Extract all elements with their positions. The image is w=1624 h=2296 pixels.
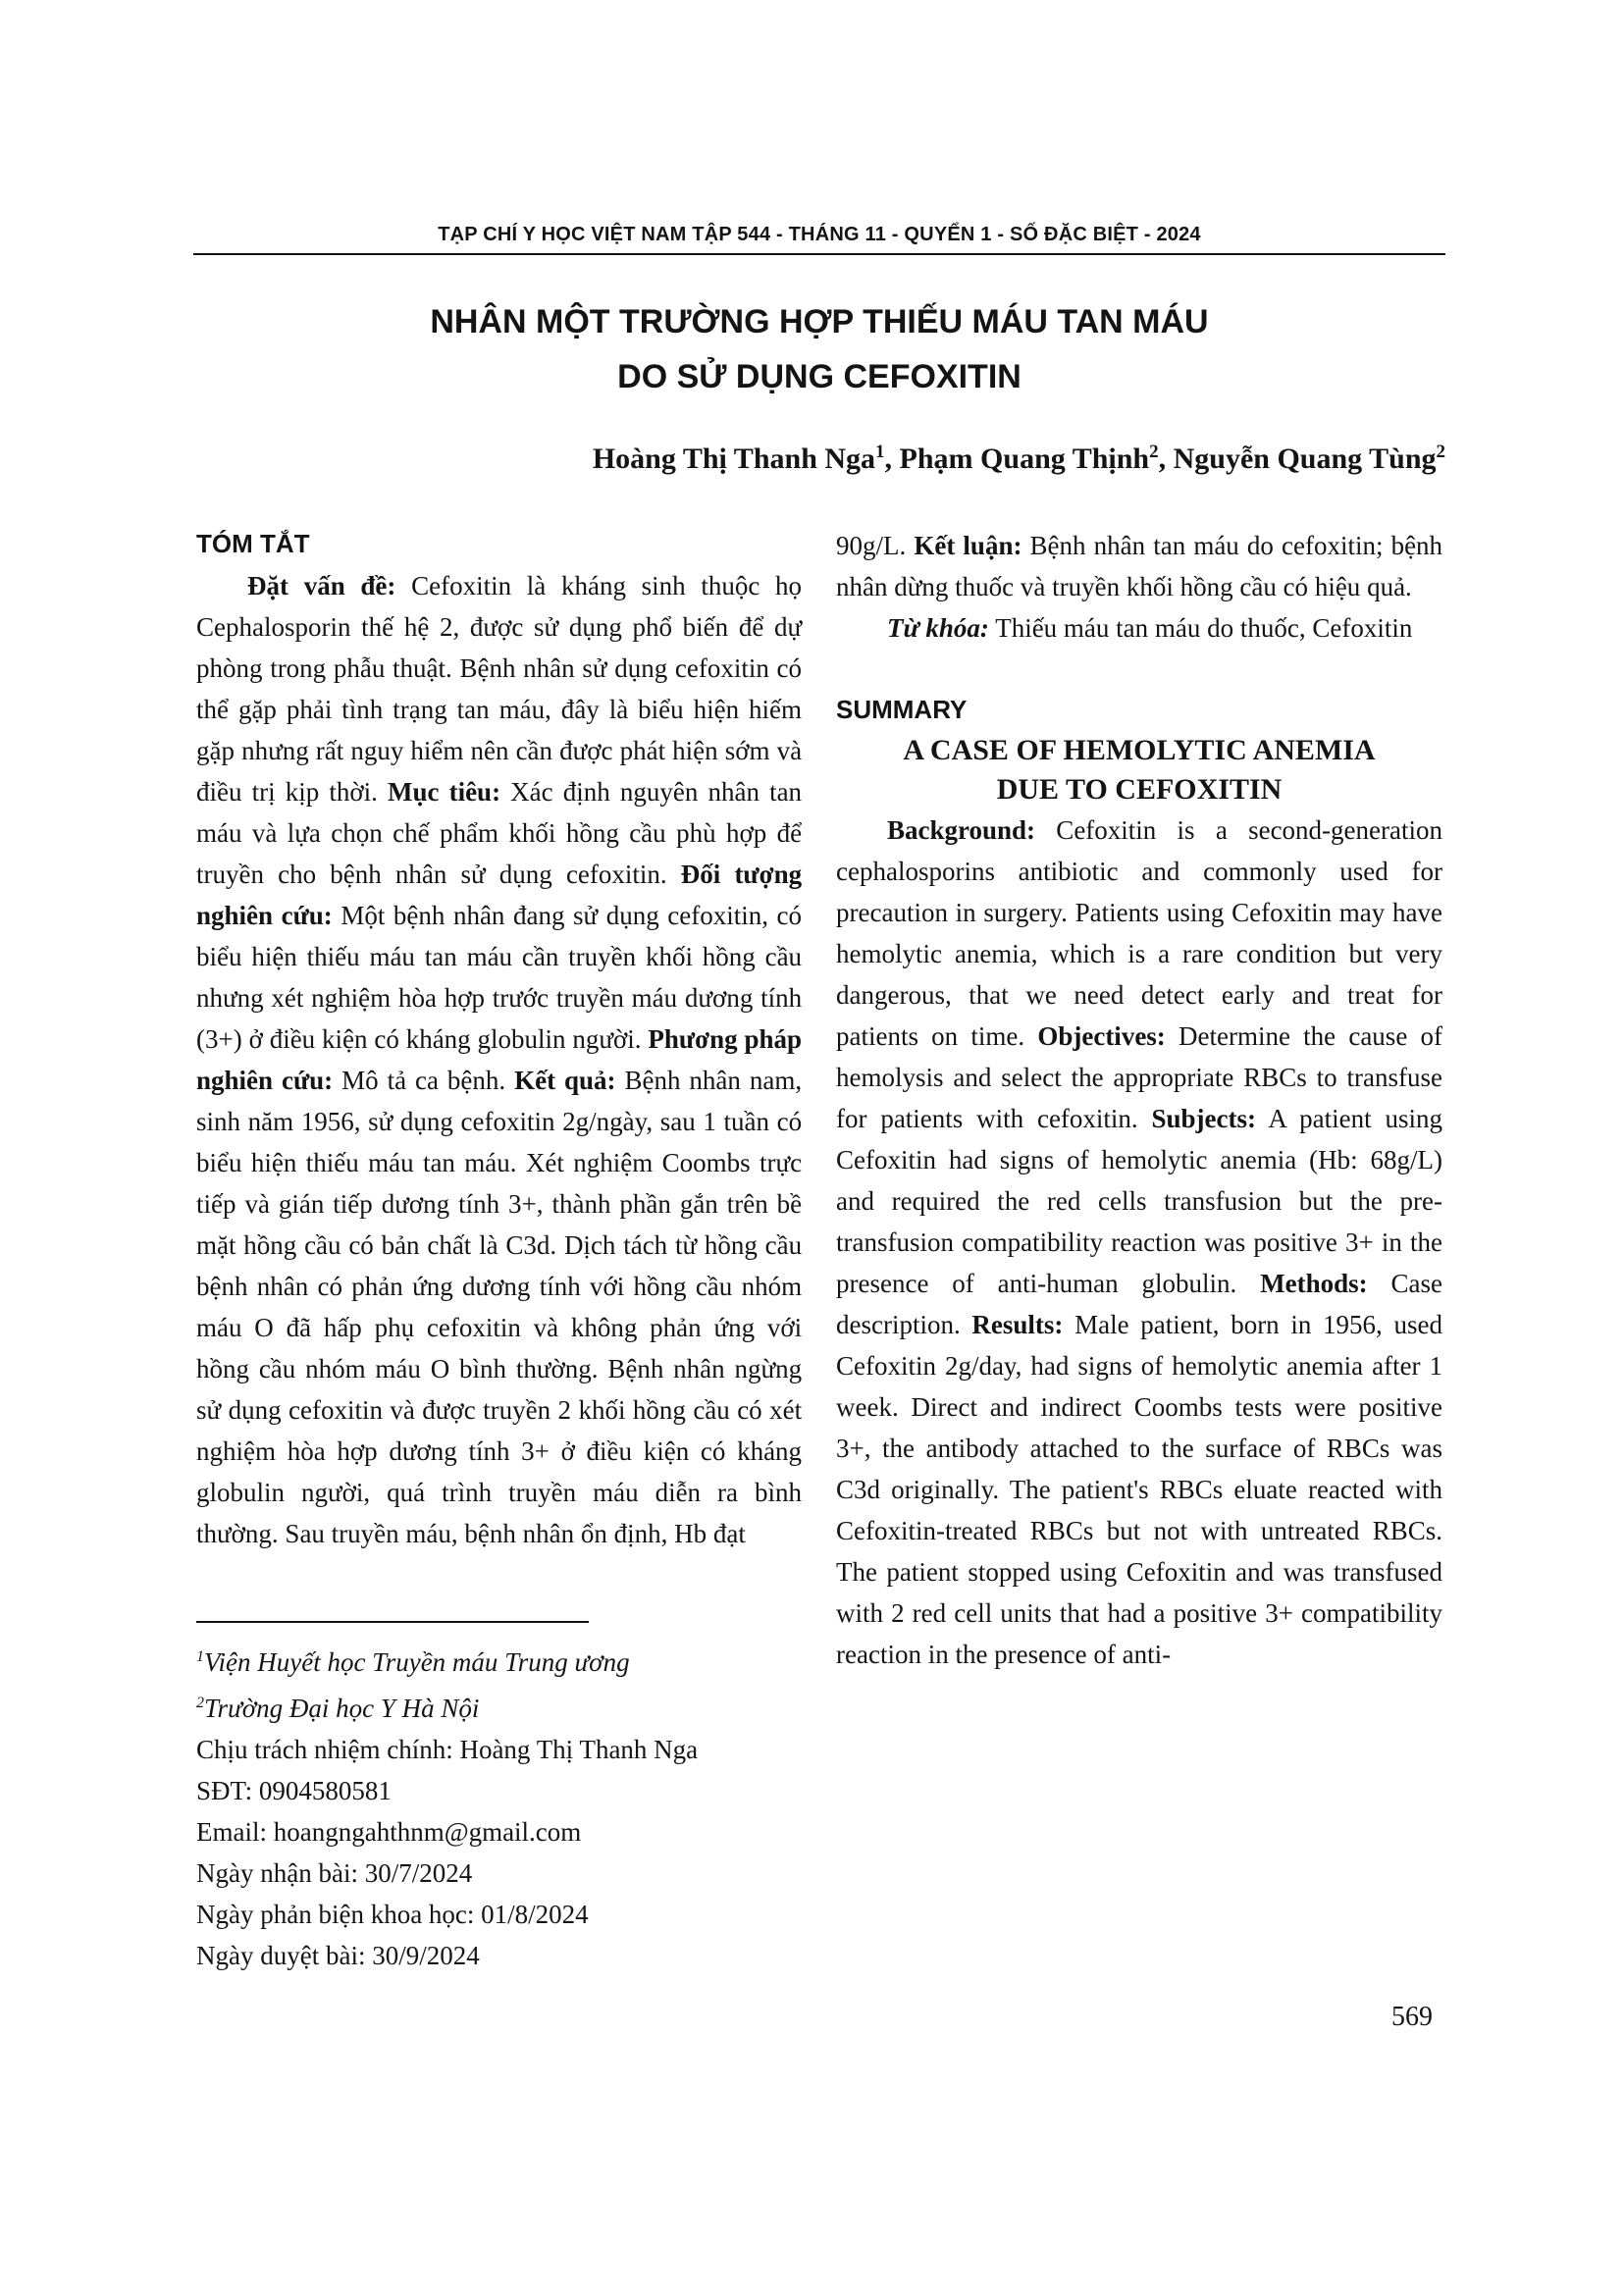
affiliation-2	[196, 1683, 824, 1729]
label-results-en: Results:	[971, 1310, 1064, 1339]
page-number: 569	[1391, 2002, 1433, 2032]
text-objectives-en: Determine the cause of hemolysis and select the appropriate RBCs to transfuse for patients with cefoxitin.	[836, 1021, 1442, 1133]
label-objectives-en: Objectives:	[1037, 1021, 1166, 1051]
abstract-column-left	[196, 522, 802, 1554]
author-separator: ,	[884, 443, 900, 475]
date-accepted: Ngày duyệt bài: 30/9/2024	[196, 1941, 480, 1970]
label-methods-en: Methods:	[1260, 1269, 1368, 1298]
summary-heading: SUMMARY	[836, 695, 968, 724]
text-subjects-en: A patient using Cefoxitin had signs of hemolytic anemia (Hb: 68g/L) and required the red cells transfusion but the pre-transfusion compatibility reaction was positive 3+ in the presence of anti-human globulin.	[836, 1104, 1442, 1298]
summary-title	[836, 731, 1442, 809]
footnotes	[196, 1637, 824, 1976]
keywords-text: Thiếu máu tan máu do thuốc, Cefoxitin	[988, 613, 1413, 643]
text-background-en: Cefoxitin is a second-generation cephalosporins antibiotic and commonly used for precaution in surgery. Patients using Cefoxitin may have hemolytic anemia, which is a rare condition but very dangerous, that we need detect early and treat for patients on time.	[836, 815, 1442, 1051]
author-affiliation-mark: 1	[875, 442, 885, 462]
affiliation-mark: 2	[196, 1695, 204, 1711]
affiliation-text: Trường Đại học Y Hà Nội	[204, 1694, 480, 1723]
author-separator: ,	[1158, 443, 1174, 475]
abstract-heading: TÓM TẮT	[196, 529, 310, 558]
phone: SĐT: 0904580581	[196, 1776, 392, 1805]
affiliation-mark: 1	[196, 1648, 204, 1665]
abstract-column-right	[836, 525, 1442, 1675]
summary-title-line-1: A CASE OF HEMOLYTIC ANEMIA	[903, 734, 1376, 766]
footnote-rule	[196, 1621, 589, 1623]
header-rule	[193, 253, 1445, 255]
abstract-paragraph: Đặt vấn đề: Cefoxitin là kháng sinh thuộc họ Cephalosporin thế hệ 2, được sử dụng phổ biến để dự phòng trong phẫu thuật. Bệnh nhân sử dụng cefoxitin có thể gặp phải tình trạng tan máu, đây là biểu hiện hiếm gặp nhưng rất nguy hiểm nên cần được phát hiện sớm và điều trị kịp thời. Mục tiêu: Xác định nguyên nhân tan máu và lựa chọn chế phẩm khối hồng cầu phù hợp để truyền cho bệnh nhân sử dụng cefoxitin. Đối tượng nghiên cứu: Một bệnh nhân đang sử dụng cefoxitin, có biểu hiện thiếu máu tan máu cần truyền khối hồng cầu nhưng xét nghiệm hòa hợp trước truyền máu dương tính (3+) ở điều kiện có kháng globulin người. Phương pháp nghiên cứu: Mô tả ca bệnh. Kết quả: Bệnh nhân nam, sinh năm 1956, sử dụng cefoxitin 2g/ngày, sau 1 tuần có biểu hiện thiếu máu tan máu. Xét nghiệm Coombs trực tiếp và gián tiếp dương tính 3+, thành phần gắn trên bề mặt hồng cầu có bản chất là C3d. Dịch tách từ hồng cầu bệnh nhân có phản ứng dương tính với hồng cầu nhóm máu O đã hấp phụ cefoxitin và không phản ứng với hồng cầu nhóm máu O bình thường. Bệnh nhân ngừng sử dụng cefoxitin và được truyền 2 khối hồng cầu có xét nghiệm hòa hợp dương tính 3+ ở điều kiện có kháng globulin người, quá trình truyền máu diễn ra bình thường. Sau truyền máu, bệnh nhân ổn định, Hb đạt	[196, 571, 803, 1548]
email: Email: hoangngahthnm@gmail.com	[196, 1817, 582, 1847]
journal-header: TẠP CHÍ Y HỌC VIỆT NAM TẬP 544 - THÁNG 11 - QUYỂN 1 - SỐ ĐẶC BIỆT - 2024	[438, 224, 1201, 245]
author-affiliation-mark: 2	[1149, 442, 1159, 462]
date-received: Ngày nhận bài: 30/7/2024	[196, 1858, 473, 1888]
label-background-en: Background:	[887, 815, 1036, 845]
affiliation-1	[196, 1637, 824, 1683]
date-reviewed: Ngày phản biện khoa học: 01/8/2024	[196, 1900, 589, 1929]
author-name: Phạm Quang Thịnh	[899, 443, 1150, 475]
title-line-2: DO SỬ DỤNG CEFOXITIN	[617, 358, 1022, 395]
affiliation-text: Viện Huyết học Truyền máu Trung ương	[204, 1647, 630, 1677]
author-name: Hoàng Thị Thanh Nga	[592, 443, 876, 475]
corresponding-author: Chịu trách nhiệm chính: Hoàng Thị Thanh Nga	[196, 1735, 699, 1764]
abstract-continuation: 90g/L. Kết luận: Bệnh nhân tan máu do cefoxitin; bệnh nhân dừng thuốc và truyền khối hồng cầu có hiệu quả.	[836, 531, 1443, 601]
keywords-label: Từ khóa:	[887, 613, 989, 643]
author-affiliation-mark: 2	[1436, 442, 1445, 462]
summary-title-line-2: DUE TO CEFOXITIN	[996, 773, 1283, 806]
summary-paragraph	[836, 809, 1442, 1675]
author-name: Nguyễn Quang Tùng	[1173, 443, 1437, 475]
title-line-1: NHÂN MỘT TRƯỜNG HỢP THIẾU MÁU TAN MÁU	[430, 303, 1209, 340]
author-list	[593, 442, 1445, 476]
text-results-en: Male patient, born in 1956, used Cefoxitin 2g/day, had signs of hemolytic anemia after 1 week. Direct and indirect Coombs tests were positive 3+, the antibody attached to the surface of RBCs was C3d originally. The patient's RBCs eluate reacted with Cefoxitin-treated RBCs but not with untreated RBCs. The patient stopped using Cefoxitin and was transfused with 2 red cell units that had a positive 3+ compatibility reaction in the presence of anti-	[836, 1310, 1442, 1669]
article-title	[193, 294, 1445, 404]
label-subjects-en: Subjects:	[1151, 1104, 1256, 1133]
keywords	[836, 607, 1442, 649]
text-methods-en: Case description.	[836, 1269, 1442, 1339]
